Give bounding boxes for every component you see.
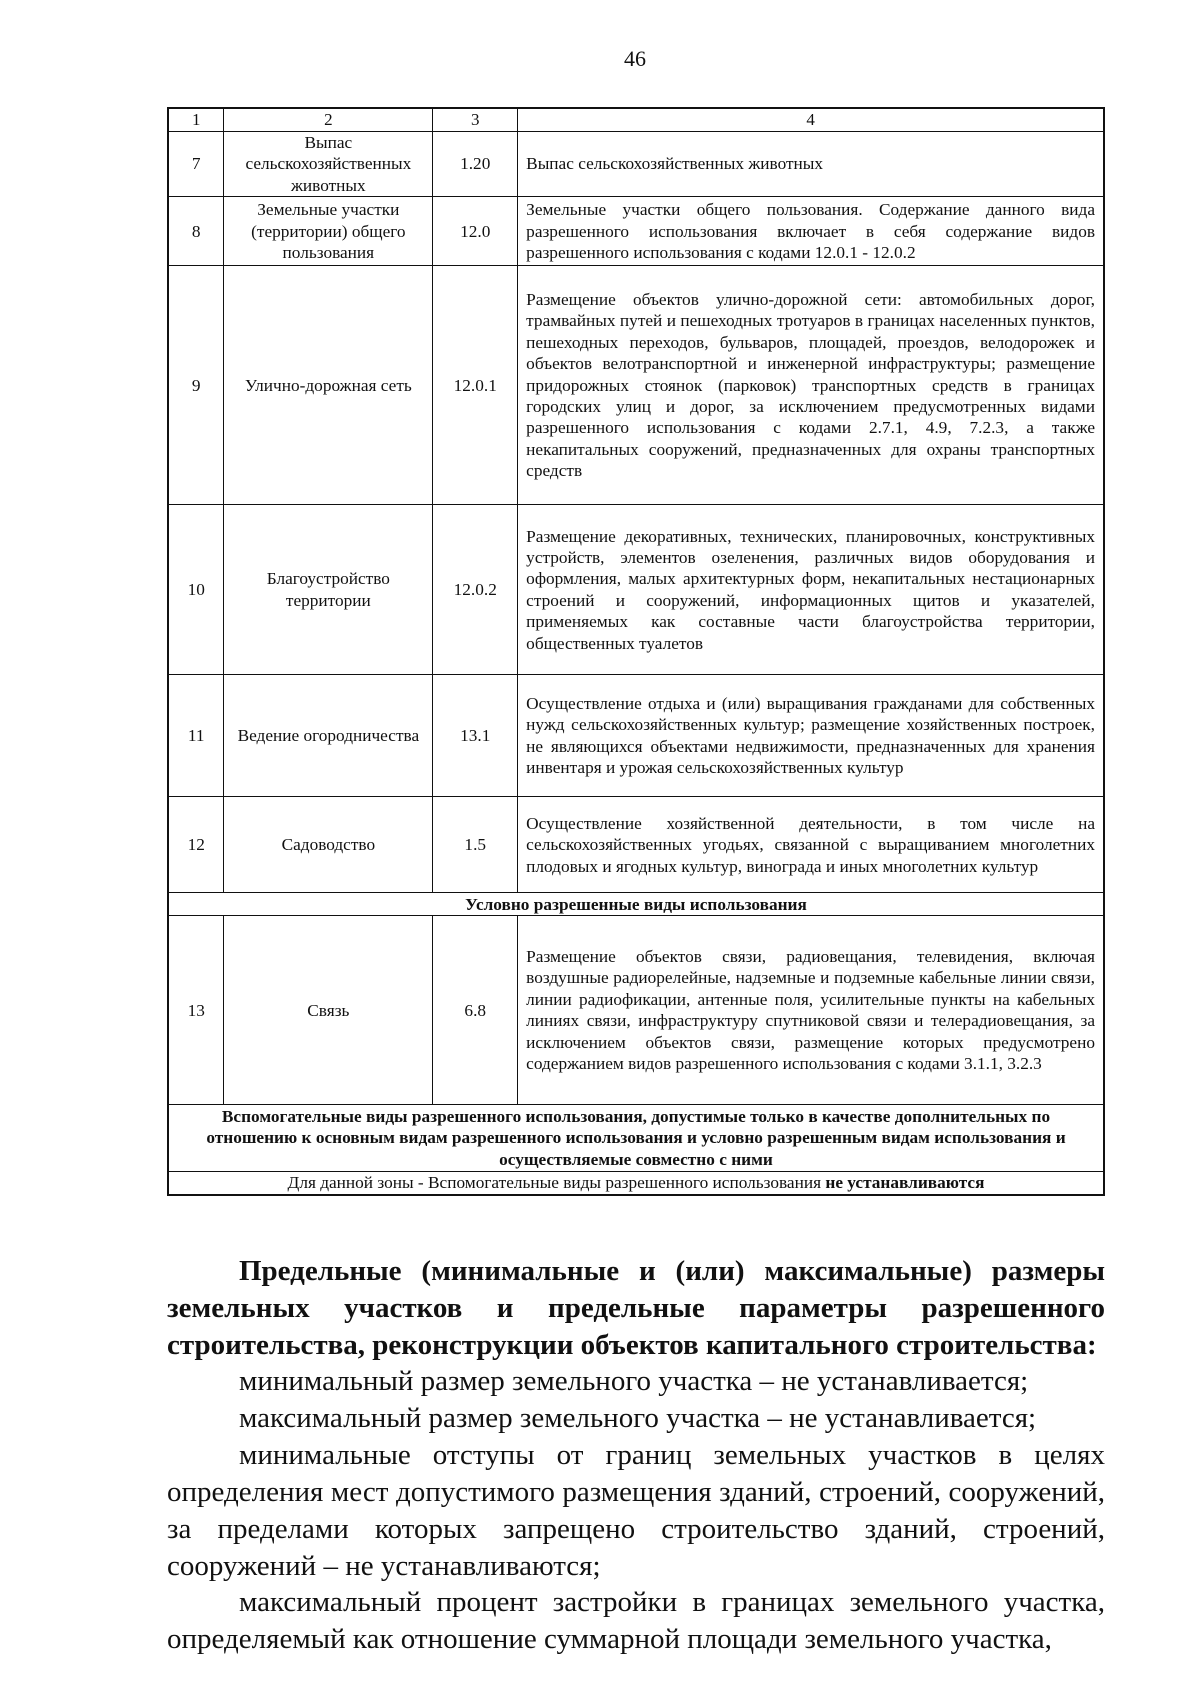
row-number: 9 (168, 266, 224, 505)
land-use-description: Размещение объектов улично-дорожной сети: автомобильных дорог, трамвайных путей и пешеходных тротуаров в границах населенных пунктов, пешеходных переходов, бульваров, площадей, проездов, велодорожек и объектов велотранспортной и инженерной инфраструктуры; размещение придорожных стоянок (парковок) транспортных средств в границах городских улиц и дорог, за исключением предусмотренных видами разрешенного использования с кодами 2.7.1, 4.9, 7.2.3, а также некапитальных сооружений, предназначенных для охраны транспортных средств (518, 266, 1104, 505)
land-use-description: Размещение объектов связи, радиовещания, телевидения, включая воздушные радиорелейные, надземные и подземные кабельные линии связи, линии радиофикации, антенные поля, усилительные пункты на кабельных линиях связи, инфраструктуру спутниковой связи и телерадиовещания, за исключением объектов связи, размещение которых предусмотрено содержанием видов разрешенного использования с кодами 3.1.1, 3.2.3 (518, 916, 1104, 1105)
row-number: 12 (168, 797, 224, 893)
column-header: 1 (168, 108, 224, 132)
page-number: 46 (624, 46, 646, 71)
parameter-paragraph: максимальный процент застройки в границах земельного участка, определяемый как отношение суммарной площади земельного участка, (167, 1586, 1105, 1656)
conditional-uses-header: Условно разрешенные виды использования (168, 893, 1104, 916)
land-use-code: 1.5 (433, 797, 518, 893)
land-use-code: 12.0 (433, 197, 518, 266)
table-row (168, 797, 1104, 893)
land-use-name: Улично-дорожная сеть (224, 266, 433, 505)
row-number: 7 (168, 132, 224, 197)
land-use-name: Выпас сельскохозяйственных животных (224, 132, 433, 197)
land-use-description: Размещение декоративных, технических, планировочных, конструктивных устройств, элементов озеленения, различных видов оборудования и оформления, малых архитектурных форм, некапитальных нестационарных строений и сооружений, информационных щитов и указателей, применяемых как составные части благоустройства территории, общественных туалетов (518, 505, 1104, 675)
auxiliary-uses-note-row (168, 1171, 1104, 1195)
land-use-name: Земельные участки (территории) общего пользования (224, 197, 433, 266)
parameter-paragraph: минимальный размер земельного участка – не устанавливается; (239, 1365, 1029, 1398)
row-number: 8 (168, 197, 224, 266)
table-row (168, 197, 1104, 266)
land-use-name: Связь (224, 916, 433, 1105)
land-use-name: Благоустройство территории (224, 505, 433, 675)
land-use-name: Ведение огородничества (224, 675, 433, 797)
section-heading: Предельные (минимальные и (или) максимальные) размеры земельных участков и предельные параметры разрешенного строительства, реконструкции объектов капитального строительства: (167, 1255, 1105, 1361)
table-row (168, 266, 1104, 505)
column-header: 2 (224, 108, 433, 132)
table-row (168, 675, 1104, 797)
auxiliary-uses-header: Вспомогательные виды разрешенного использования, допустимые только в качестве дополнительных по отношению к основным видам разрешенного использования и условно разрешенным видам использования и осуществляемые совместно с ними (168, 1105, 1104, 1171)
auxiliary-note-status: не устанавливаются (825, 1172, 985, 1192)
row-number: 10 (168, 505, 224, 675)
row-number: 13 (168, 916, 224, 1105)
column-header: 3 (433, 108, 518, 132)
parameter-paragraph: минимальные отступы от границ земельных участков в целях определения мест допустимого размещения зданий, строений, сооружений, за пределами которых запрещено строительство зданий, строений, сооружений – не устанавливаются; (167, 1439, 1105, 1582)
land-use-code: 12.0.1 (433, 266, 518, 505)
table-row (168, 916, 1104, 1105)
land-use-code: 13.1 (433, 675, 518, 797)
table-header-row (168, 108, 1104, 132)
auxiliary-note-prefix: Для данной зоны - Вспомогательные виды разрешенного использования (287, 1172, 822, 1192)
land-use-code: 12.0.2 (433, 505, 518, 675)
land-use-description: Осуществление хозяйственной деятельности, в том числе на сельскохозяйственных угодьях, связанной с выращиванием многолетних плодовых и ягодных культур, винограда и иных многолетних культур (518, 797, 1104, 893)
parameter-paragraph: максимальный размер земельного участка – не устанавливается; (239, 1402, 1037, 1435)
land-use-code: 1.20 (433, 132, 518, 197)
land-use-table (167, 107, 1105, 1196)
auxiliary-uses-note (168, 1171, 1104, 1195)
land-use-description: Земельные участки общего пользования. Содержание данного вида разрешенного использования включает в себя содержание видов разрешенного использования с кодами 12.0.1 - 12.0.2 (518, 197, 1104, 266)
land-use-code: 6.8 (433, 916, 518, 1105)
row-number: 11 (168, 675, 224, 797)
parameters-section (167, 1253, 1105, 1658)
table-row (168, 132, 1104, 197)
land-use-description: Осуществление отдыха и (или) выращивания гражданами для собственных нужд сельскохозяйственных культур; размещение хозяйственных построек, не являющихся объектами недвижимости, предназначенных для хранения инвентаря и урожая сельскохозяйственных культур (518, 675, 1104, 797)
column-header: 4 (518, 108, 1104, 132)
land-use-description: Выпас сельскохозяйственных животных (518, 132, 1104, 197)
auxiliary-uses-header-row (168, 1105, 1104, 1171)
table-row (168, 505, 1104, 675)
land-use-name: Садоводство (224, 797, 433, 893)
conditional-uses-header-row (168, 893, 1104, 916)
